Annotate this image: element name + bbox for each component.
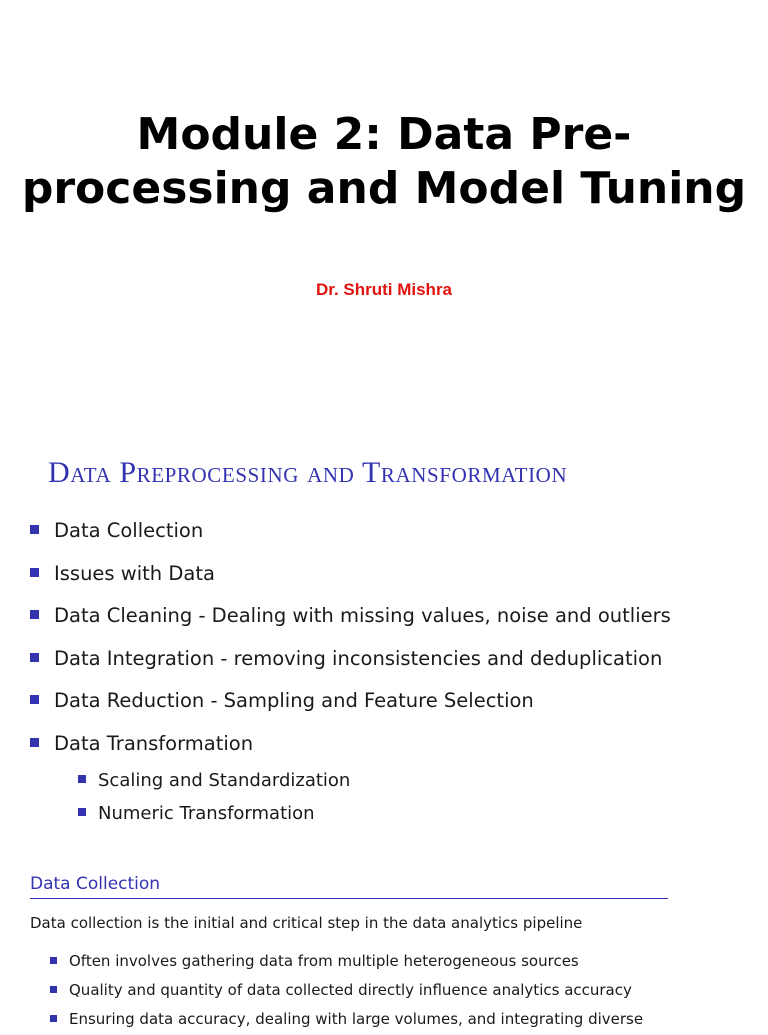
module-title-line-1: Module 2: Data Pre- (136, 109, 632, 160)
list-item-text: Data Transformation (54, 731, 254, 755)
data-collection-intro: Data collection is the initial and critical step in the data analytics pipeline (30, 914, 583, 932)
list-item-text: Data Reduction - Sampling and Feature Selection (54, 689, 534, 713)
list-item (50, 948, 643, 977)
list-item-text: Quality and quantity of data collected directly influence analytics accuracy (69, 981, 632, 999)
list-item (30, 727, 671, 770)
list-item (30, 557, 671, 600)
list-item (30, 684, 671, 727)
bullet-square-icon (78, 775, 86, 783)
list-item (30, 514, 671, 557)
bullet-square-icon (30, 695, 39, 704)
list-item-text: Often involves gathering data from multiple heterogeneous sources (69, 952, 579, 970)
list-item-text: Data Cleaning - Dealing with missing values, noise and outliers (54, 604, 671, 628)
title-slide (0, 0, 768, 420)
bullet-square-icon (30, 568, 39, 577)
sub-list-item-text: Scaling and Standardization (98, 770, 351, 791)
module-title (0, 108, 768, 216)
module-title-line-2: processing and Model Tuning (21, 163, 747, 214)
list-item (50, 1006, 643, 1035)
transformation-sub-list (78, 766, 350, 832)
heading-divider (30, 898, 668, 899)
overview-heading: Data Preprocessing and Transformation (48, 456, 568, 489)
bullet-square-icon (50, 986, 57, 993)
sub-list-item (78, 799, 350, 832)
list-item-text: Data Integration - removing inconsistencies and deduplication (54, 646, 663, 670)
list-item-text: Ensuring data accuracy, dealing with large volumes, and integrating diverse (69, 1010, 644, 1028)
bullet-square-icon (78, 808, 86, 816)
list-item (50, 977, 643, 1006)
bullet-square-icon (50, 957, 57, 964)
bullet-square-icon (30, 653, 39, 662)
bullet-square-icon (30, 525, 39, 534)
author-name: Dr. Shruti Mishra (315, 280, 453, 299)
bullet-square-icon (30, 610, 39, 619)
list-item-text: Data Collection (54, 519, 204, 542)
list-item (30, 642, 671, 685)
bullet-square-icon (50, 1015, 57, 1022)
overview-bullet-list (30, 514, 671, 770)
list-item (30, 599, 671, 642)
data-collection-heading: Data Collection (30, 874, 161, 894)
list-item-text: Issues with Data (54, 561, 215, 585)
sub-list-item (78, 766, 350, 799)
bullet-square-icon (30, 738, 39, 747)
data-collection-bullet-list (50, 948, 643, 1035)
sub-list-item-text: Numeric Transformation (98, 803, 315, 824)
